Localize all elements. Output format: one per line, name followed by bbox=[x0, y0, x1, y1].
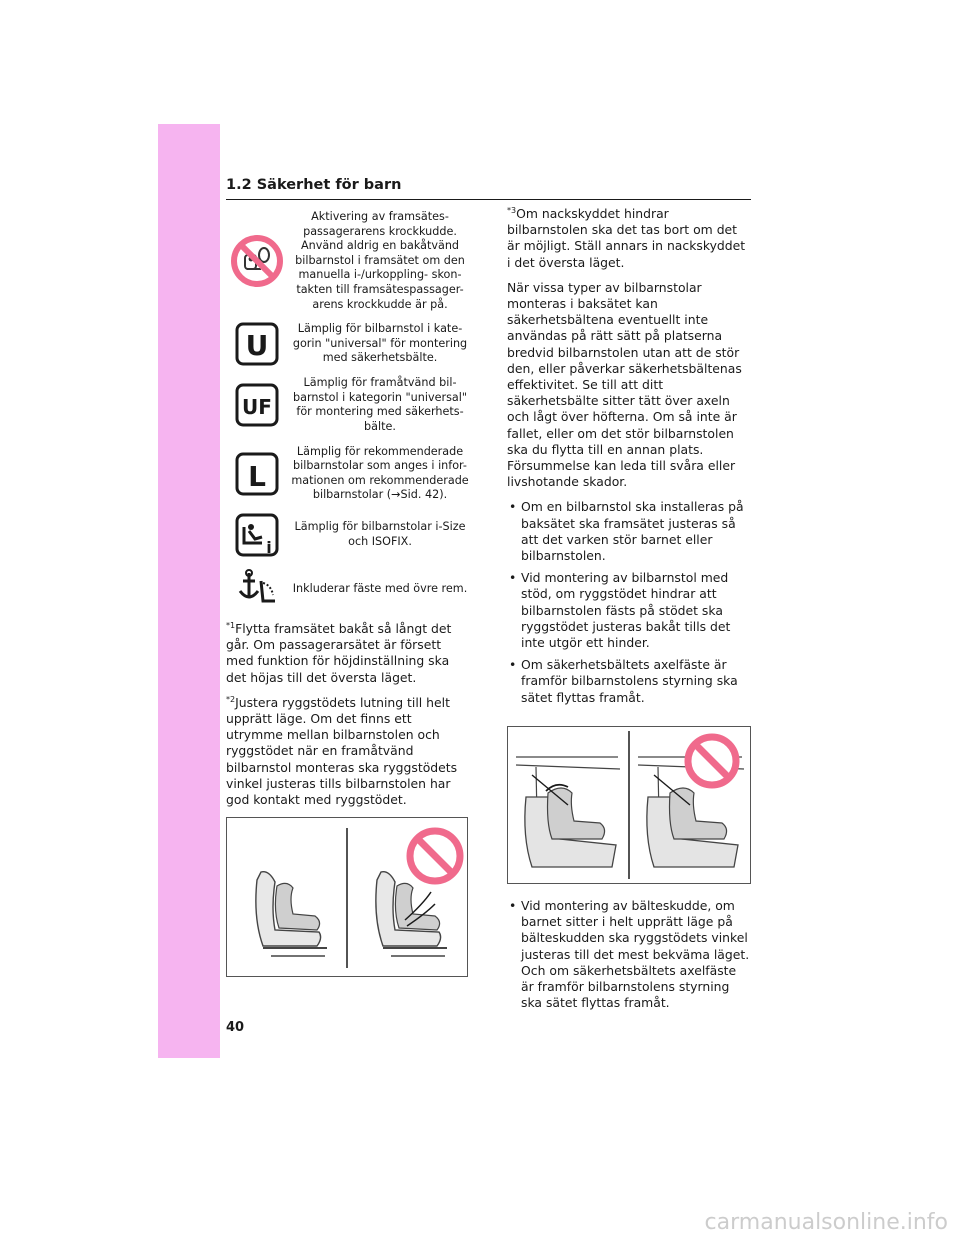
footnote-text: Justera ryggstödets lutning till helt upprätt läge. Om det finns ett utrymme mellan bilbarnstolen och ryggstödet när en framåtvänd bilbarnstol monteras ska ryggstödets vinkel justeras tills bilbarnstolen har god kontakt med ryggstödet. bbox=[226, 694, 458, 807]
list-item: • Vid montering av bilbarnstol med stöd, om ryggstödet hindrar att bilbarnstolen fästs på stödet ska ryggstödet justeras bakåt tills det inte utgör ett hinder. bbox=[507, 570, 752, 651]
seatbelt-warning-paragraph: När vissa typer av bilbarnstolar monteras i baksätet kan säkerhetsbältena eventuellt inte användas på rätt sätt på platserna bredvid bilbarnstolen utan att de stör den, eller påverkar säkerhetsbältenas effektivitet. Se till att ditt säkerhetsbälte sitter tätt över axeln och lågt över höfterna. Om så inte är fallet, eller om det stör bilbarnstolen ska du flytta till en annan plats. Försummelse kan leda till svåra eller livshotande skador. bbox=[507, 279, 742, 490]
symbol-text: Lämplig för framåtvänd bil-barnstol i kategorin "universal" för montering med säkerhets-bälte. bbox=[292, 376, 468, 433]
category-letter: U bbox=[245, 329, 269, 363]
symbol-row-top-tether bbox=[226, 567, 470, 611]
footnote-mark: *3 bbox=[507, 205, 517, 215]
category-letter: UF bbox=[242, 395, 272, 420]
watermark: carmanualsonline.info bbox=[704, 1210, 948, 1235]
side-tab-bar bbox=[158, 124, 220, 1058]
section-title: 1.2 Säkerhet för barn bbox=[226, 177, 402, 193]
section-rule bbox=[226, 199, 751, 200]
installation-bullets bbox=[507, 499, 752, 705]
category-letter: L bbox=[248, 459, 266, 493]
symbol-text: Aktivering av framsätes-passagerarens krockkudde. Använd aldrig en bakåtvänd bilbarnstol i framsätet om den manuella i-/urkoppling- skon-takten till framsätespassager-arens krockkudde är på. bbox=[295, 210, 465, 311]
footnote-1 bbox=[226, 621, 470, 686]
list-item: • Vid montering av bälteskudde, om barnet sitter i helt upprätt läge på bälteskudden ska ryggstödets vinkel justeras till det mest bekväma läget. Och om säkerhetsbältets axelfäste är framför bilbarnstolens styrning ska sätet flyttas framåt. bbox=[507, 898, 752, 1011]
symbol-text: Lämplig för bilbarnstolar i-Size och ISOFIX. bbox=[294, 520, 466, 548]
symbol-row-recommended bbox=[226, 445, 470, 503]
left-column bbox=[226, 210, 470, 977]
symbol-row-universal-forward bbox=[226, 376, 470, 434]
universal-forward-category-icon bbox=[226, 383, 288, 427]
recommended-category-icon bbox=[226, 452, 288, 496]
symbol-text: Lämplig för rekommenderade bilbarnstolar som anges i infor-mationen om rekommenderade bilbarnstolar (→Sid. 42). bbox=[291, 444, 469, 502]
footnote-text: Flytta framsätet bakåt så långt det går. Om passagerarsätet är försett med funktion för höjdinställning ska det höjas till det översta läget. bbox=[226, 620, 452, 685]
footnote-mark: *2 bbox=[226, 694, 236, 704]
category-letter: i bbox=[266, 537, 272, 557]
symbol-row-airbag bbox=[226, 210, 470, 312]
footnote-2 bbox=[226, 695, 470, 808]
no-rear-facing-airbag-icon bbox=[226, 233, 288, 289]
symbol-row-universal bbox=[226, 322, 470, 366]
list-item: • Om en bilbarnstol ska installeras på baksätet ska framsätet justeras så att det varken stör barnet eller bilbarnstolen. bbox=[507, 499, 752, 564]
page-number: 40 bbox=[226, 1020, 245, 1035]
symbol-text: Lämplig för bilbarnstol i kate-gorin "universal" för montering med säkerhetsbälte. bbox=[292, 322, 468, 365]
footnote-mark: *1 bbox=[226, 620, 236, 630]
seat-adjustment-illustration bbox=[226, 817, 468, 977]
footnote-3 bbox=[507, 206, 752, 271]
symbol-row-isize bbox=[226, 513, 470, 557]
right-column bbox=[507, 206, 752, 1021]
list-item: • Om säkerhetsbältets axelfäste är framför bilbarnstolens styrning ska sätet flyttas framåt. bbox=[507, 657, 752, 706]
universal-category-icon bbox=[226, 322, 288, 366]
rear-seat-illustration bbox=[507, 726, 751, 884]
symbol-text: Inkluderar fäste med övre rem. bbox=[292, 581, 468, 595]
isize-isofix-icon bbox=[226, 513, 288, 557]
footnote-text: Om nackskyddet hindrar bilbarnstolen ska det tas bort om det är möjligt. Ställ annars in nackskyddet i det översta läget. bbox=[507, 206, 746, 270]
booster-bullets bbox=[507, 898, 752, 1011]
top-tether-anchor-icon bbox=[226, 567, 288, 611]
